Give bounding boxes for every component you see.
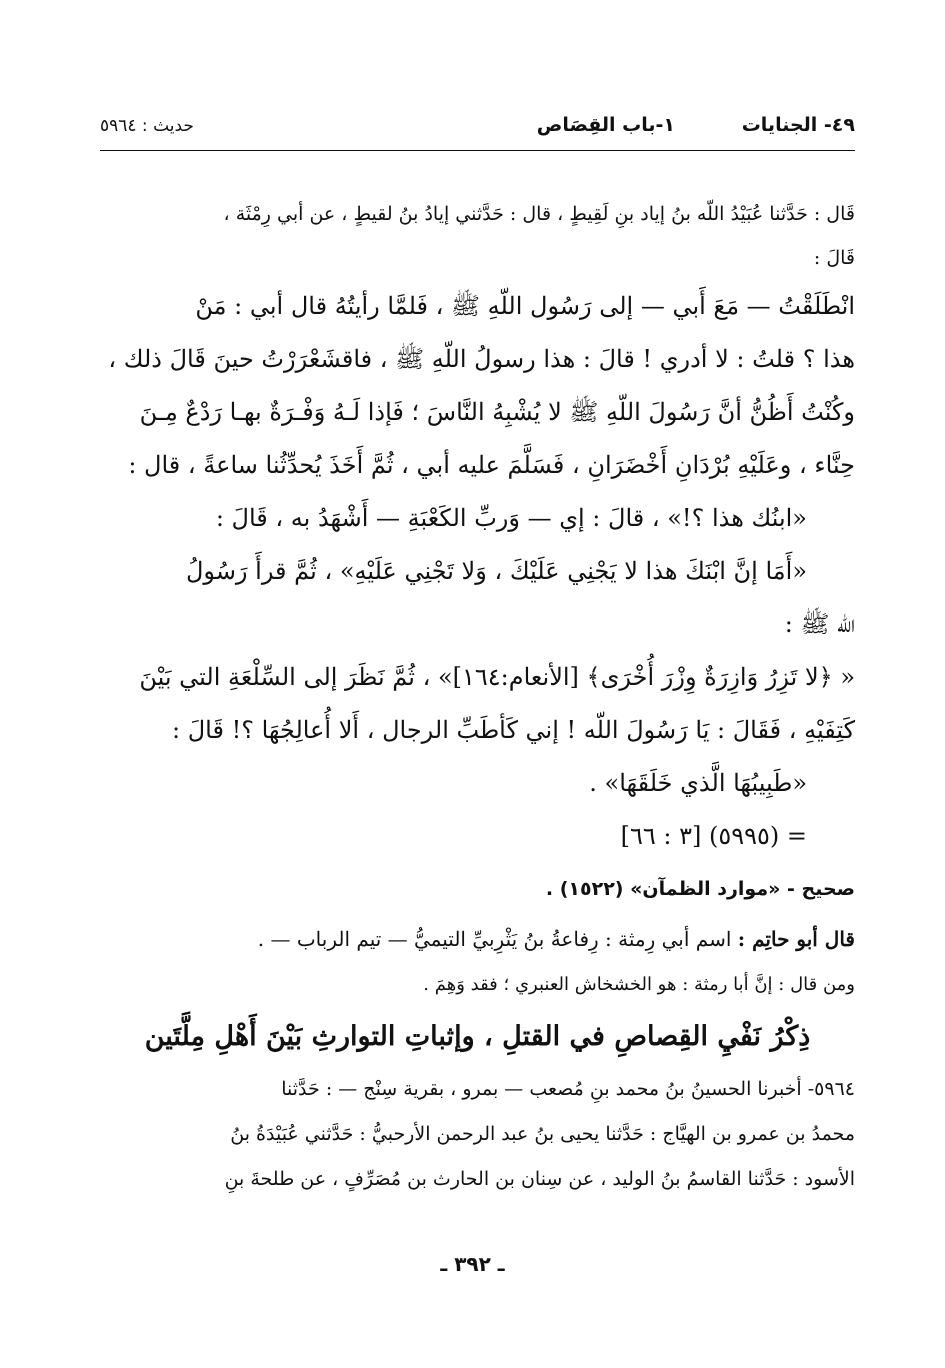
text-line: «ابنُك هذا ؟!» ، قالَ : إي — وَربِّ الكَعْبَةِ — أَشْهَدُ به ، قَالَ : [215, 504, 807, 532]
running-header [100, 108, 855, 148]
isnad-line: ٥٩٦٤- أخبرنا الحسينُ بنُ محمد بنِ مُصعب — بمرو ، بقرية سِنْج — : حَدَّثنا [281, 1078, 855, 1100]
text-line: «أَمَا إنَّ ابْنَكَ هذا لا يَجْنِي عَلَيْكَ ، وَلا تَجْنِي عَلَيْهِ» ، ثُمَّ قرأَ رَسُولُ [185, 557, 807, 585]
text-line: قَالَ : [813, 247, 855, 269]
text-line: هذا ؟ قلتُ : لا أدري ! قالَ : هذا رسولُ اللّهِ ﷺ ، فاقشَعْرَرْتُ حينَ قَالَ ذلك ، [108, 345, 855, 373]
cross-reference: = (٥٩٩٥) [٣ : ٦٦] [620, 822, 807, 850]
text-line: « ﴿لا تَزِرُ وَازِرَةٌ وِزْرَ أُخْرَى﴾ [الأنعام:١٦٤]» ، ثُمَّ نَظَرَ إلى السِّلْعَةِ التي بَيْنَ [139, 663, 855, 691]
header-divider [100, 150, 855, 151]
text-line: «طَبِيبُهَا الَّذي خَلَقَهَا» . [589, 769, 807, 797]
note-line: ومن قال : إنَّ أبا رمثة : هو الخشخاش العنبري ؛ فقد وَهِمَ . [423, 974, 855, 995]
text-line: كَتِفَيْهِ ، فَقَالَ : يَا رَسُولَ اللّه ! إني كَأطَبِّ الرجال ، أَلا أُعالِجُهَا ؟! قَالَ : [172, 716, 855, 744]
text-line: اللّه ﷺ : [784, 610, 855, 638]
text-line: وكُنْتُ أَظُنُّ أنَّ رَسُولَ اللّهِ ﷺ لا يُشْبِهُ النَّاسَ ؛ فَإذا لَـهُ وَفْـرَةٌ بهـا رَدْعٌ مِـنَ [139, 398, 855, 426]
text-line: حِنَّاء ، وعَلَيْهِ بُرْدَانِ أَخْضَرَانِ ، فَسَلَّمَ عليه أبي ، ثُمَّ أَخَذَ يُحدِّثُنا ساعةً ، قال : [128, 451, 855, 479]
attribution-text: اسم أبي رِمثة : رِفاعةُ بنُ يَثْرِبيِّ التيميُّ — تيم الرباب — . [257, 927, 732, 951]
page-body [100, 192, 855, 1202]
text-line: انْطَلَقْتُ — مَعَ أَبي — إلى رَسُول اللّهِ ﷺ ، فَلمَّا رأيتُهُ قال أبي : مَنْ [195, 292, 855, 320]
section-title: ذِكْرُ نَفْيِ القِصاصِ في القتلِ ، وإثباتِ التوارثِ بَيْنَ أَهْلِ مِلَّتَين [144, 1021, 811, 1052]
book-title: ٤٩- الجنايات [741, 114, 855, 136]
isnad-line: محمدُ بن عمرو بن الهيَّاج : حَدَّثنا يحيى بنُ عبد الرحمن الأرحبيُّ : حَدَّثني عُبَيْدَةُ بنُ [230, 1123, 855, 1145]
attribution-speaker: قال أبو حاتِم : [737, 927, 855, 951]
page-number: ـ ٣٩٢ ـ [440, 1252, 505, 1276]
attribution-line [100, 915, 855, 963]
hadith-grading: صحيح - «موارد الظمآن» (١٥٢٢) . [545, 878, 855, 900]
isnad-line: الأسود : حَدَّثنا القاسمُ بنُ الوليد ، عن سِنان بن الحارث بن مُصَرِّفٍ ، عن طلحةَ بنِ [224, 1168, 855, 1190]
chapter-title: ١-باب القِصَاص [536, 114, 675, 136]
hadith-number: حديث : ٥٩٦٤ [100, 116, 194, 136]
text-line: قَال : حَدَّثنا عُبَيْدُ اللّه بنُ إياد بنِ لَقِيطٍ ، قال : حَدَّثني إيادُ بنُ لقيطٍ ، عن أبي رِمْثَة ، [223, 203, 855, 225]
